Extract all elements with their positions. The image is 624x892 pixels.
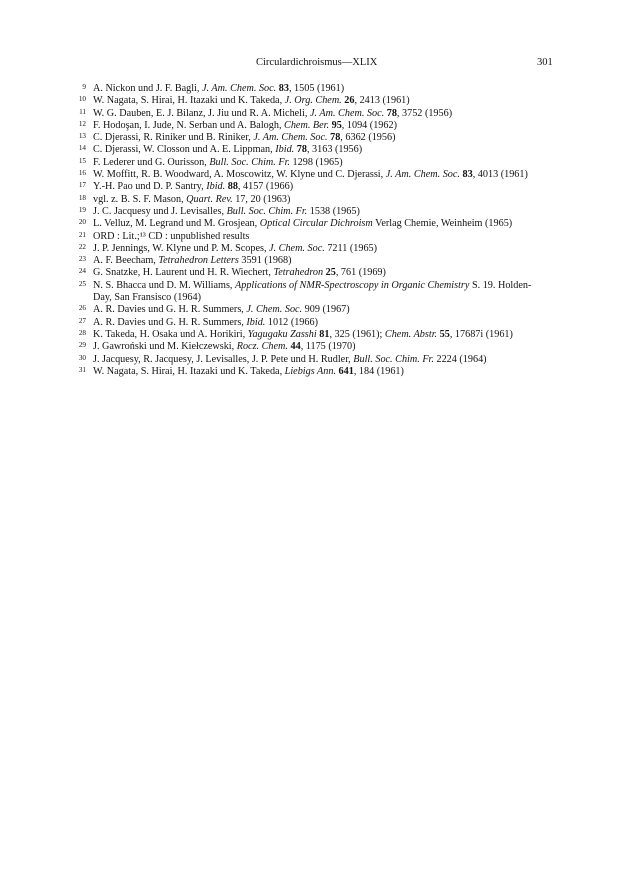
reference-number: 17	[78, 181, 86, 190]
journal-title: Tetrahedron Letters	[158, 255, 239, 267]
reference-number: 26	[78, 304, 86, 313]
citation-text: J. C. Jacquesy und J. Levisalles,	[93, 205, 227, 217]
citation-text: Verlag Chemie, Weinheim (1965)	[372, 218, 513, 230]
reference-number: 24	[78, 267, 86, 276]
citation-text: J. Jacquesy, R. Jacquesy, J. Levisalles, J. P. Pete und H. Rudler,	[93, 353, 354, 365]
citation-text: 3591 (1968)	[238, 255, 292, 267]
citation-text: W. Nagata, S. Hirai, H. Itazaki und K. Takeda,	[93, 95, 285, 107]
volume-number: 44	[290, 341, 301, 353]
citation-text: Y.-H. Pao und D. P. Santry,	[93, 181, 207, 193]
citation-text: 1012 (1966)	[265, 316, 318, 328]
journal-title: Optical Circular Dichroism	[259, 218, 373, 230]
running-title: Circulardichroismus—XLIX	[256, 57, 378, 68]
reference-text	[93, 144, 362, 155]
reference-entry	[70, 231, 550, 243]
reference-entry	[70, 194, 550, 206]
reference-text	[93, 354, 487, 365]
journal-title: Tetrahedron	[273, 267, 324, 279]
reference-text	[93, 83, 344, 94]
citation-text: F. Hodoşan, I. Jude, N. Serban und A. Balogh,	[93, 119, 285, 131]
volume-number: 83	[462, 169, 473, 181]
citation-text: , 1175 (1970)	[300, 341, 356, 353]
reference-text	[93, 267, 386, 278]
reference-number: 21	[78, 230, 86, 239]
reference-number: 13	[78, 132, 86, 141]
reference-number: 27	[78, 316, 86, 325]
citation-text: , 3163 (1956)	[306, 144, 363, 156]
citation-text: , 1505 (1961)	[288, 83, 345, 94]
reference-number: 30	[78, 353, 86, 362]
reference-entry	[70, 83, 550, 95]
reference-text	[93, 95, 410, 106]
reference-entry	[70, 304, 550, 316]
citation-text: C. Djerassi, R. Riniker und B. Riniker,	[93, 132, 254, 144]
reference-text	[93, 304, 350, 315]
journal-title: Chem. Abstr.	[384, 328, 438, 340]
citation-text: G. Snatzke, H. Laurent und H. R. Wiechert,	[93, 267, 274, 279]
citation-text: 7211 (1965)	[324, 242, 378, 254]
journal-title: Ibid.	[206, 181, 226, 193]
citation-text: ORD : Lit.;¹³ CD : unpublished results	[93, 230, 250, 242]
citation-text: vgl. z. B. S. F. Mason,	[93, 193, 187, 205]
reference-number: 11	[79, 107, 86, 116]
citation-text: K. Takeda, H. Osaka und A. Horikiri,	[93, 328, 248, 340]
reference-number: 23	[78, 255, 86, 264]
reference-number: 28	[78, 328, 86, 337]
journal-title: Bull. Soc. Chim. Fr.	[226, 205, 308, 217]
citation-text: C. Djerassi, W. Closson und A. E. Lippman,	[93, 144, 276, 156]
citation-text: W. Nagata, S. Hirai, H. Itazaki und K. Takeda,	[93, 365, 285, 377]
volume-number: 641	[338, 365, 354, 377]
citation-text: , 761 (1969)	[335, 267, 386, 279]
citation-text: , 4013 (1961)	[472, 169, 528, 181]
citation-text: 909 (1967)	[302, 304, 350, 316]
reference-entry	[70, 354, 550, 366]
volume-number: 78	[386, 107, 397, 119]
reference-number: 10	[78, 95, 86, 104]
reference-entry	[70, 108, 550, 120]
citation-text: , 2413 (1961)	[354, 95, 410, 107]
citation-text: W. Moffitt, R. B. Woodward, A. Moscowitz, W. Klyne und C. Djerassi,	[93, 169, 386, 181]
reference-number: 12	[78, 119, 86, 128]
volume-number: 25	[325, 267, 336, 279]
reference-text	[93, 218, 512, 229]
reference-number: 14	[78, 144, 86, 153]
reference-number: 20	[78, 218, 86, 227]
journal-title: J. Am. Chem. Soc.	[253, 132, 328, 144]
reference-entry	[70, 329, 550, 341]
reference-text	[93, 317, 318, 328]
reference-text	[93, 120, 397, 131]
running-header	[0, 57, 624, 71]
journal-title: Quart. Rev.	[186, 193, 233, 205]
reference-number: 16	[78, 169, 86, 178]
journal-title: J. Am. Chem. Soc.	[201, 83, 277, 94]
citation-text: S. 19. Holden-Day, San Fransisco (1964)	[93, 279, 532, 304]
citation-text: , 3752 (1956)	[396, 107, 453, 119]
volume-number: 78	[330, 132, 341, 144]
reference-text	[93, 194, 290, 205]
citation-text: , 325 (1961);	[329, 328, 385, 340]
reference-text	[93, 255, 292, 266]
citation-text: , 4157 (1966)	[237, 181, 294, 193]
reference-number: 22	[78, 242, 86, 251]
citation-text: N. S. Bhacca und D. M. Williams,	[93, 279, 236, 291]
citation-text: F. Lederer und G. Ourisson,	[93, 156, 210, 168]
citation-text: , 17687i (1961)	[449, 328, 513, 340]
journal-title: Bull. Soc. Chim. Fr.	[353, 353, 434, 365]
reference-number: 18	[78, 193, 86, 202]
reference-entry	[70, 366, 550, 378]
reference-text	[93, 169, 528, 180]
volume-number: 81	[319, 328, 330, 340]
volume-number: 83	[278, 83, 289, 94]
journal-title: Yagugaku Zasshi	[247, 328, 317, 340]
page-number: 301	[537, 57, 553, 68]
reference-text	[93, 157, 343, 168]
reference-entry	[70, 120, 550, 132]
reference-text	[93, 132, 395, 143]
reference-number: 29	[78, 341, 86, 350]
volume-number: 88	[227, 181, 238, 193]
reference-text	[93, 231, 249, 242]
citation-text: , 6362 (1956)	[340, 132, 396, 144]
reference-text	[93, 329, 513, 340]
journal-title: J. Am. Chem. Soc.	[385, 169, 460, 181]
reference-number: 31	[78, 365, 86, 374]
volume-number: 26	[344, 95, 355, 107]
citation-text: L. Velluz, M. Legrand und M. Grosjean,	[93, 218, 260, 230]
reference-text	[93, 206, 360, 217]
reference-text	[93, 108, 452, 119]
reference-entry	[70, 169, 550, 181]
reference-text	[93, 181, 293, 192]
reference-entry	[70, 243, 550, 255]
journal-title: Ibid.	[246, 316, 266, 328]
citation-text: A. Nickon und J. F. Bagli,	[93, 83, 202, 94]
citation-text: A. R. Davies und G. H. R. Summers,	[93, 304, 247, 316]
volume-number: 95	[331, 119, 342, 131]
citation-text: A. F. Beecham,	[93, 255, 159, 267]
reference-text	[93, 341, 356, 352]
reference-list	[70, 83, 550, 378]
reference-entry	[70, 317, 550, 329]
reference-entry	[70, 157, 550, 169]
citation-text: 1298 (1965)	[289, 156, 343, 168]
journal-title: J. Org. Chem.	[284, 95, 342, 107]
reference-text	[93, 280, 531, 303]
reference-entry	[70, 144, 550, 156]
reference-entry	[70, 255, 550, 267]
citation-text: J. P. Jennings, W. Klyne und P. M. Scopes,	[93, 242, 270, 254]
citation-text: , 184 (1961)	[353, 365, 404, 377]
journal-title: Liebigs Ann.	[284, 365, 336, 377]
reference-number: 19	[78, 205, 86, 214]
journal-title: Chem. Ber.	[284, 119, 330, 131]
journal-title: Ibid.	[275, 144, 295, 156]
journal-title: J. Chem. Soc.	[269, 242, 325, 254]
reference-entry	[70, 267, 550, 279]
volume-number: 78	[296, 144, 307, 156]
reference-text	[93, 366, 404, 377]
journal-title: Applications of NMR-Spectroscopy in Organic Chemistry	[235, 279, 470, 291]
citation-text: 1538 (1965)	[307, 205, 360, 217]
journal-title: J. Am. Chem. Soc.	[309, 107, 385, 119]
reference-entry	[70, 206, 550, 218]
reference-entry	[70, 132, 550, 144]
reference-text	[93, 243, 377, 254]
journal-title: J. Chem. Soc.	[246, 304, 303, 316]
reference-entry	[70, 181, 550, 193]
reference-entry	[70, 218, 550, 230]
reference-entry	[70, 341, 550, 353]
reference-number: 25	[78, 279, 86, 288]
reference-number: 9	[82, 83, 86, 91]
volume-number: 55	[439, 328, 450, 340]
citation-text: 2224 (1964)	[433, 353, 487, 365]
citation-text: W. G. Dauben, E. J. Bilanz, J. Jiu und R. A. Micheli,	[93, 107, 310, 119]
reference-entry	[70, 95, 550, 107]
citation-text: A. R. Davies und G. H. R. Summers,	[93, 316, 247, 328]
reference-number: 15	[78, 156, 86, 165]
citation-text: , 1094 (1962)	[341, 119, 397, 131]
citation-text: 17, 20 (1963)	[232, 193, 291, 205]
citation-text: J. Gawroński und M. Kiełczewski,	[93, 341, 237, 353]
journal-title: Bull. Soc. Chim. Fr.	[209, 156, 290, 168]
journal-title: Rocz. Chem.	[236, 341, 288, 353]
reference-entry	[70, 280, 550, 305]
